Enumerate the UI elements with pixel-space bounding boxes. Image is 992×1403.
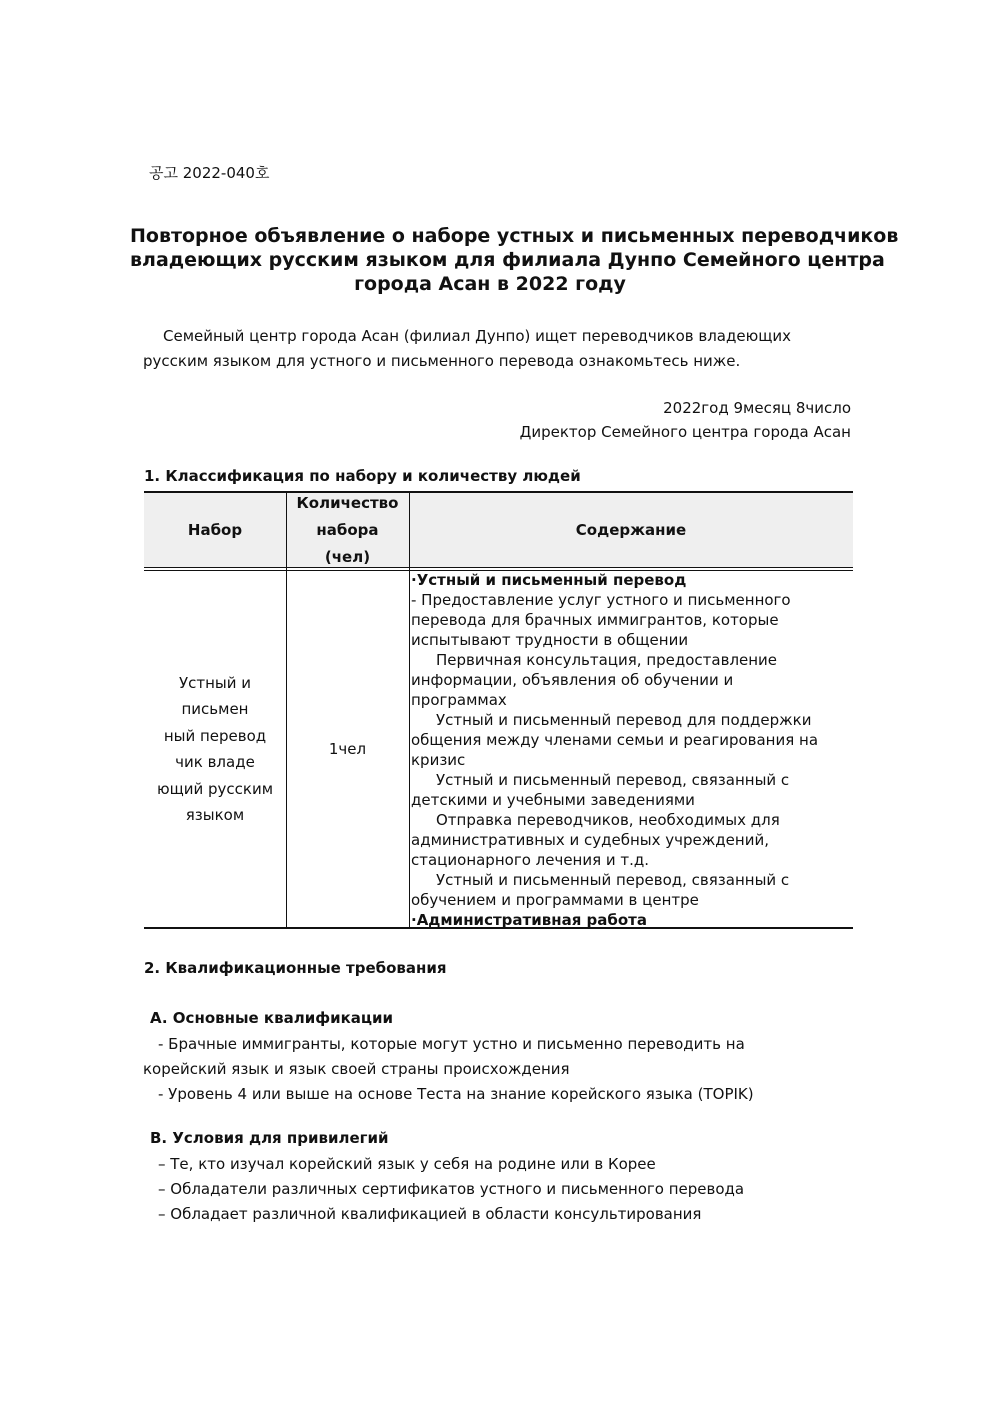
position-line: письмен [181,700,249,718]
content-line: программах [411,691,507,709]
page-title [130,224,899,296]
position-line: ный перевод [163,726,267,745]
position-line: Устный и [178,673,252,692]
subsection-b-title: B. Условия для привилегий [150,1129,389,1147]
requirement-line: корейский язык и язык своей страны происхождения [143,1060,570,1078]
content-line: Устный и письменный перевод для поддержки [436,711,812,729]
date: 2022год 9месяц 8число [663,399,851,417]
notice-number: 공고 2022-040호 [149,164,270,182]
content-line: стационарного лечения и т.д. [411,851,650,869]
cell-count: 1чел [328,740,367,758]
intro-line: русским языком для устного и письменного перевода ознакомьтесь ниже. [143,352,741,370]
position-line: ющий русским [156,779,274,798]
basic-qualifications [143,1032,754,1107]
content-line: детскими и учебными заведениями [411,791,695,809]
content-line: Устный и письменный перевод, связанный с [436,771,790,789]
subsection-a-title: A. Основные квалификации [150,1009,394,1027]
title-line: владеющих русским языком для филиала Дунпо Семейного центра [130,249,885,271]
privilege-line: – Обладатели различных сертификатов устного и письменного перевода [158,1180,745,1198]
date-signature-block [520,396,851,444]
title-line: города Асан в 2022 году [354,273,626,295]
content-line: кризис [411,751,466,769]
section-1-title: 1. Классификация по набору и количеству людей [144,467,581,485]
content-heading: ·Устный и письменный перевод [411,571,687,589]
privilege-line: – Те, кто изучал корейский язык у себя на родине или в Корее [158,1155,656,1173]
content-line: - Предоставление услуг устного и письменного [411,591,791,609]
title-line: Повторное объявление о наборе устных и письменных переводчиков [130,225,899,247]
header-count-line: Количество [296,493,399,512]
position-line: языком [185,806,245,824]
content-line: Отправка переводчиков, необходимых для [436,811,780,829]
header-count [286,493,409,567]
section-2-title: 2. Квалификационные требования [144,959,447,977]
privilege-line: – Обладает различной квалификацией в области консультирования [158,1205,702,1223]
content-line: общения между членами семьи и реагирования на [411,731,819,749]
header-content: Содержание [575,520,687,539]
content-line: Устный и письменный перевод, связанный с [436,871,790,889]
position-line: чик владе [175,753,255,771]
privilege-conditions [158,1152,744,1227]
cell-content [411,570,851,930]
header-recruitment: Набор [187,520,243,539]
content-line: Первичная консультация, предоставление [436,651,778,669]
requirement-line: - Уровень 4 или выше на основе Теста на знание корейского языка (TOPIK) [158,1085,754,1103]
header-count-line: (чел) [324,547,371,566]
content-line: административных и судебных учреждений, [411,831,769,849]
content-heading: ·Административная работа [411,911,648,929]
header-count-line: набора [316,520,379,539]
cell-position [144,571,286,927]
intro-paragraph [143,324,843,374]
content-line: перевода для брачных иммигрантов, которые [411,611,779,629]
content-line: информации, объявления об обучении и [411,671,734,689]
recruitment-table [144,491,853,929]
signatory: Директор Семейного центра города Асан [519,423,851,441]
requirement-line: - Брачные иммигранты, которые могут устно и письменно переводить на [158,1035,745,1053]
content-line: обучением и программами в центре [411,891,699,909]
intro-line: Семейный центр города Асан (филиал Дунпо) ищет переводчиков владеющих [163,327,791,345]
content-line: испытывают трудности в общении [411,631,689,649]
